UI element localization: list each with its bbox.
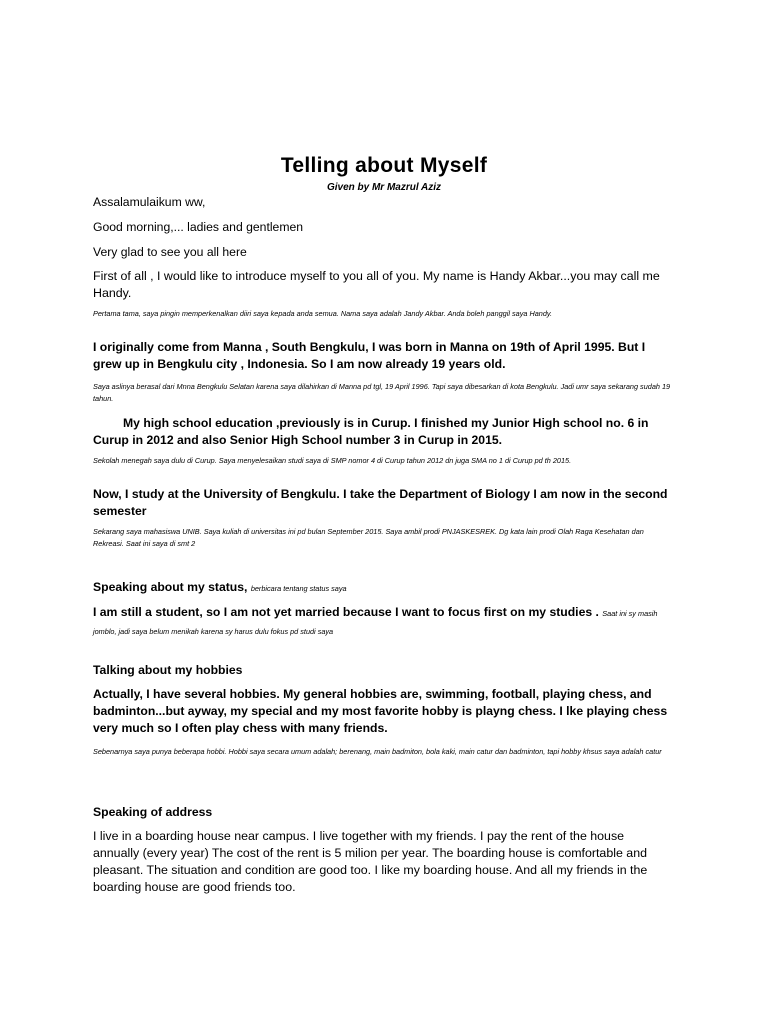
intro-translation: Pertama tama, saya pingin memperkenalkan diiri saya kepada anda semua. Nama saya adalah Jandy Akbar. Anda boleh panggil saya Handy. [93,309,553,318]
intro-paragraph: First of all , I would like to introduce myself to you all of you. My name is Handy Akbar...you may call me Handy. [93,269,660,300]
university-translation: Sekarang saya mahasiswa UNIB. Saya kuliah di universitas ini pd bulan September 2015. Saya ambil prodi PNJASKESREK. Dg kata lain prodi Olah Raga Kesehatan dan Rekreasi. Saat ini saya di smt 2 [93,527,644,548]
address-heading: Speaking of address [93,805,213,819]
greeting: Assalamulaikum ww, [93,195,206,209]
status-heading [93,579,673,597]
hobbies-paragraph: Actually, I have several hobbies. My general hobbies are, swimming, football, playing chess, and badminton...but ayway, my special and my most favorite hobby is playng chess. I lke playing chess very much so I often play chess with many friends. [93,687,668,735]
status-heading-text: Speaking about my status, [93,580,248,594]
hobbies-heading: Talking about my hobbies [93,663,243,677]
glad-line: Very glad to see you all here [93,245,247,259]
good-morning: Good morning,... ladies and gentlemen [93,220,304,234]
status-heading-translation: berbicara tentang status saya [250,584,347,593]
origin-translation: Saya aslinya berasal dari Mnna Bengkulu Selatan karena saya dilahirkan di Manna pd tgl, 19 April 1996. Tapi saya dibesarkan di kota Bengkulu. Jadi umr saya sekarang sudah 19 tahun. [93,382,671,403]
status-translation: Saat ini sy masih jomblo, jadi saya belum menikah karena sy harus dulu fokus pd studi saya [93,609,658,636]
school-translation: Sekolah menegah saya dulu di Curup. Saya menyelesaikan studi saya di SMP nomor 4 di Curup tahun 2012 dn juga SMA no 1 di Curup pd th 2015. [93,456,572,465]
hobbies-translation: Sebenarnya saya punya beberapa hobbi. Hobbi saya secara umum adalah; berenang, main badmiton, bola kaki, main catur dan badminton, tapi hobby khsus saya adalah catur [93,747,662,756]
page-subtitle: Given by Mr Mazrul Aziz [326,182,442,193]
status-paragraph [93,604,673,640]
origin-paragraph: I originally come from Manna , South Bengkulu, I was born in Manna on 19th of April 1995. But I grew up in Bengkulu city , Indonesia. So I am now already 19 years old. [93,340,646,371]
page-title: Telling about Myself [280,154,488,177]
school-paragraph: My high school education ,previously is in Curup. I finished my Junior High school no. 6 in Curup in 2012 and also Senior High School number 3 in Curup in 2015. [93,416,649,447]
university-paragraph: Now, I study at the University of Bengkulu. I take the Department of Biology I am now in the second semester [93,487,668,518]
status-text: I am still a student, so I am not yet married because I want to focus first on my studies . [93,605,599,619]
address-paragraph: I live in a boarding house near campus. I live together with my friends. I pay the rent of the house annually (every year) The cost of the rent is 5 milion per year. The boarding house is comfortable and pleasant. The situation and condition are good too. I like my boarding house. And all my friends in the boarding house are good friends too. [93,829,648,894]
